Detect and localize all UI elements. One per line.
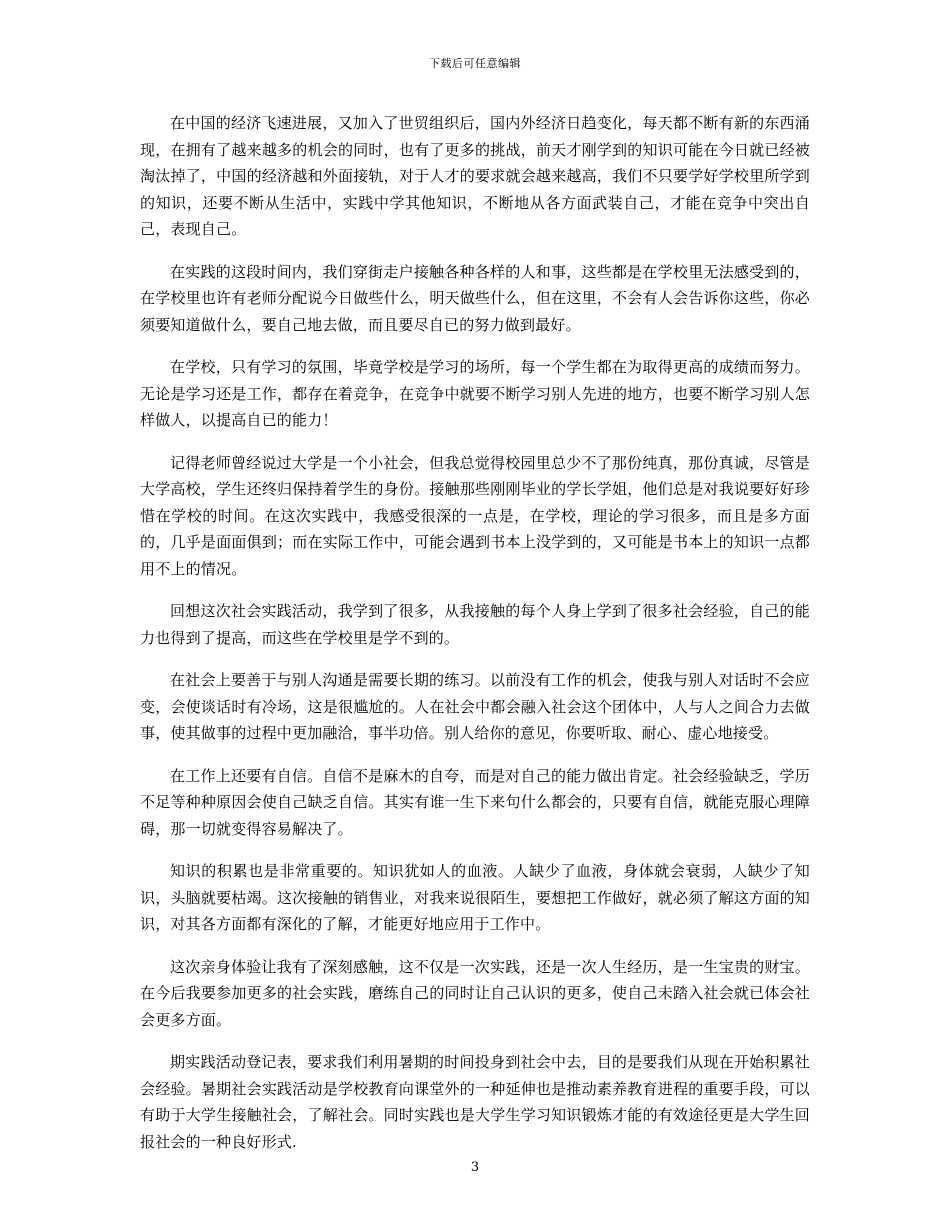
paragraph: 在中国的经济飞速进展，又加入了世贸组织后，国内外经济日趋变化，每天都不断有新的东西涌现，在拥有了越来越多的机会的同时，也有了更多的挑战，前天才刚学到的知识可能在今日就已经被淘汰掉了，中国的经济越和外面接轨，对于人才的要求就会越来越高，我们不只要学好学校里所学到的知识，还要不断从生活中，实践中学其他知识，不断地从各方面武装自己，才能在竞争中突出自己，表现自己。 <box>140 114 810 238</box>
page-header: 下载后可任意编辑 <box>429 57 521 70</box>
paragraph: 在学校，只有学习的氛围，毕竟学校是学习的场所，每一个学生都在为取得更高的成绩而努力。无论是学习还是工作，都存在着竞争，在竞争中就要不断学习别人先进的地方，也要不断学习别人怎样做人，以提高自已的能力！ <box>140 358 810 429</box>
paragraph: 回想这次社会实践活动，我学到了很多，从我接触的每个人身上学到了很多社会经验，自己的能力也得到了提高，而这些在学校里是学不到的。 <box>140 602 810 647</box>
paragraph: 在社会上要善于与别人沟通是需要长期的练习。以前没有工作的机会，使我与别人对话时不会应变，会使谈话时有冷场，这是很尴尬的。人在社会中都会融入社会这个团体中，人与人之间合力去做事，使其做事的过程中更加融洽，事半功倍。别人给你的意见，你要听取、耐心、虚心地接受。 <box>140 671 810 742</box>
page-number: 3 <box>470 1160 480 1175</box>
paragraph: 在实践的这段时间内，我们穿街走户接触各种各样的人和事，这些都是在学校里无法感受到的，在学校里也许有老师分配说今日做些什么，明天做些什么，但在这里，不会有人会告诉你这些，你必须要知道做什么，要自己地去做，而且要尽自已的努力做到最好。 <box>140 262 810 334</box>
paragraph: 在工作上还要有自信。自信不是麻木的自夸，而是对自己的能力做出肯定。社会经验缺乏，学历不足等种种原因会使自己缺乏自信。其实有谁一生下来句什么都会的，只要有自信，就能克服心理障碍，那一切就变得容易解决了。 <box>140 766 810 838</box>
document-body <box>140 110 810 1171</box>
paragraph: 知识的积累也是非常重要的。知识犹如人的血液。人缺少了血液，身体就会衰弱，人缺少了知识，头脑就要枯竭。这次接触的销售业，对我来说很陌生，要想把工作做好，就必须了解这方面的知识，对其各方面都有深化的了解，才能更好地应用于工作中。 <box>140 862 810 933</box>
paragraph: 这次亲身体验让我有了深刻感触，这不仅是一次实践，还是一次人生经历，是一生宝贵的财宝。在今后我要参加更多的社会实践，磨练自己的同时让自己认识的更多，使自己未踏入社会就已体会社会更多方面。 <box>140 957 810 1029</box>
paragraph: 记得老师曾经说过大学是一个小社会，但我总觉得校园里总少不了那份纯真，那份真诚，尽管是大学高校，学生还终归保持着学生的身份。接触那些刚刚毕业的学长学姐，他们总是对我说要好好珍惜在学校的时间。在这次实践中，我感受很深的一点是，在学校，理论的学习很多，而且是多方面的，几乎是面面俱到；而在实际工作中，可能会遇到书本上没学到的，又可能是书本上的知识一点都用不上的情况。 <box>140 453 810 578</box>
paragraph: 期实践活动登记表，要求我们利用暑期的时间投身到社会中去，目的是要我们从现在开始积累社会经验。暑期社会实践活动是学校教育向课堂外的一种延伸也是推动素养教育进程的重要手段，可以有助于大学生接触社会，了解社会。同时实践也是大学生学习知识锻炼才能的有效途径更是大学生回报社会的一种良好形式. <box>140 1053 810 1151</box>
